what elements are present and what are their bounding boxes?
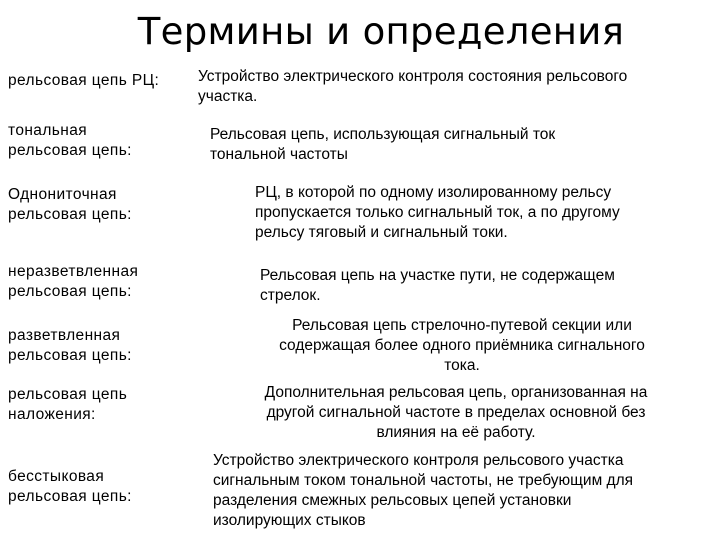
term-unbranched-rail-circuit bbox=[8, 262, 138, 302]
term-line: наложения: bbox=[8, 406, 96, 423]
definition-line: пропускается только сигнальный ток, а по другому bbox=[255, 204, 620, 221]
term-jointless-rail-circuit bbox=[8, 467, 132, 507]
definition-line: Устройство электрического контроля рельсового участка bbox=[213, 452, 624, 469]
definition-line: участка. bbox=[198, 88, 258, 105]
term-line: тональная bbox=[8, 122, 88, 139]
definition-single-thread-rail-circuit bbox=[255, 183, 620, 243]
term-line: рельсовая цепь: bbox=[8, 142, 132, 159]
definition-line: рельсу тяговый и сигнальный токи. bbox=[255, 224, 508, 241]
definition-line: другой сигнальной частоте в пределах основной без bbox=[266, 404, 646, 421]
term-line: неразветвленная bbox=[8, 263, 139, 280]
term-line: разветвленная bbox=[8, 327, 121, 344]
definition-line: Рельсовая цепь, использующая сигнальный ток bbox=[210, 126, 556, 143]
definition-tonal-rail-circuit bbox=[210, 125, 555, 165]
term-line: рельсовая цепь: bbox=[8, 283, 132, 300]
term-rail-circuit bbox=[8, 71, 159, 91]
definition-line: тока. bbox=[444, 357, 480, 374]
definition-line: стрелок. bbox=[260, 287, 321, 304]
slide-title: Термины и определения bbox=[137, 10, 625, 53]
definition-rail-circuit bbox=[198, 67, 627, 107]
definition-line: сигнальным током тональной частоты, не требующим для bbox=[213, 472, 634, 489]
definition-line: Устройство электрического контроля состояния рельсового bbox=[198, 68, 628, 85]
term-line: рельсовая цепь: bbox=[8, 488, 132, 505]
definition-line: Дополнительная рельсовая цепь, организованная на bbox=[264, 384, 648, 401]
definition-unbranched-rail-circuit bbox=[260, 266, 615, 306]
definition-line: РЦ, в которой по одному изолированному рельсу bbox=[255, 184, 612, 201]
definition-line: изолирующих стыков bbox=[213, 512, 366, 529]
definition-overlay-rail-circuit bbox=[228, 383, 684, 443]
definition-line: тональной частоты bbox=[210, 146, 348, 163]
term-overlay-rail-circuit bbox=[8, 385, 127, 425]
term-line: рельсовая цепь РЦ: bbox=[8, 72, 160, 89]
term-line: рельсовая цепь: bbox=[8, 206, 132, 223]
term-tonal-rail-circuit bbox=[8, 121, 132, 161]
definition-line: Рельсовая цепь стрелочно-путевой секции или bbox=[292, 317, 632, 334]
definition-line: содержащая более одного приёмника сигнального bbox=[279, 337, 645, 354]
term-line: Однониточная bbox=[8, 186, 117, 203]
definition-branched-rail-circuit bbox=[247, 316, 677, 376]
term-branched-rail-circuit bbox=[8, 326, 132, 366]
term-single-thread-rail-circuit bbox=[8, 185, 132, 225]
term-line: рельсовая цепь bbox=[8, 386, 128, 403]
term-line: рельсовая цепь: bbox=[8, 347, 132, 364]
term-line: бесстыковая bbox=[8, 468, 105, 485]
definition-line: влияния на её работу. bbox=[376, 424, 536, 441]
definition-line: Рельсовая цепь на участке пути, не содержащем bbox=[260, 267, 615, 284]
definition-jointless-rail-circuit bbox=[213, 451, 633, 531]
definition-line: разделения смежных рельсовых цепей установки bbox=[213, 492, 572, 509]
